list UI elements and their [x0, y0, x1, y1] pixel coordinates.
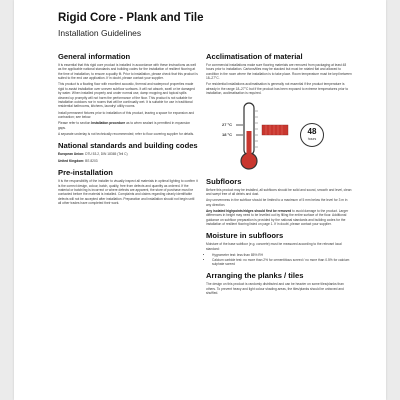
standard-uk-label: United Kingdom: — [58, 158, 85, 163]
subfloors-paragraph-2: Any unevenness in the subfloor should be limited to a maximum of 5 mm below the level for 3 m in any direction. — [206, 198, 348, 207]
right-column — [206, 52, 352, 297]
list-item: • Calcium carbide test: no more than 2% for cementitious screed / no more than 0.5% for calcium sulphate screed — [212, 258, 352, 267]
pre-installation-paragraph: It is the responsibility of the installer to visually inspect all materials in optimal lighting to confirm it is the correct design, colour, batch, quality, free from defects and quantity as ordered. If the material or batch/ing is incorrect or where defects are apparent, the store of purchase must be contacted before the material is installed. Complaints and claims regarding clearly identifiable defects will not be accepted after installation. Preparation and installation should not begin until all other trades have completed their work. — [58, 179, 198, 205]
standard-eu-label: European Union: — [58, 152, 85, 157]
pre-installation-heading: Pre-installation — [58, 168, 113, 178]
installation-procedure-ref: Installation procedure — [91, 121, 126, 126]
general-paragraph-4-pre: Please refer to section — [58, 121, 92, 126]
hours-unit: hours — [307, 136, 317, 141]
general-paragraph-3: Install permanent fixtures prior to installation of this product, leaving a space for expansion and contraction; see below. — [58, 110, 195, 119]
hours-value: 48 — [307, 126, 317, 136]
clock-icon — [300, 123, 324, 147]
standard-eu — [58, 152, 198, 156]
arranging-paragraph: The design on this product is randomly distributed and can be heavier on some tiles/planks than others. To prevent heavy and light colour shading areas, the tiles/planks should be unboxed and shuffled. — [206, 282, 344, 295]
general-paragraph-4 — [58, 121, 198, 130]
temperature-low-label: 18 °C — [222, 131, 233, 137]
document-subtitle: Installation Guidelines — [58, 28, 142, 38]
left-column — [58, 52, 198, 207]
moisture-list — [206, 253, 352, 266]
arranging-heading: Arranging the planks / tiles — [206, 271, 304, 281]
general-heading: General information — [58, 52, 131, 61]
moisture-heading: Moisture in subfloors — [206, 231, 284, 241]
moisture-paragraph: Moisture of the base subfloor (e.g. concrete) must be measured according to the relevant local standard: — [206, 242, 342, 251]
general-paragraph-4-post: as to when sealant is permitted in expansion gaps. — [58, 121, 191, 130]
subfloors-paragraph-1: Before this product may be installed, all subfloors should be solid and sound, smooth and level, clean and swept free of all debris and dust. — [206, 187, 352, 196]
temperature-high-label: 27 °C — [222, 121, 233, 127]
subfloors-paragraph-3 — [206, 209, 352, 226]
standard-eu-value: DTU 53.2, DIN 18365 (Teil C) — [84, 152, 128, 157]
standard-uk-value: BS 8203 — [84, 158, 98, 163]
highpoints-warning: Any isolated highpoints/ridges should first be removed — [206, 209, 292, 213]
acclimatisation-figure — [206, 99, 352, 173]
list-item: • Hygrometer test: less than 85% RH — [212, 253, 352, 257]
standard-uk — [58, 159, 198, 163]
general-paragraph-1: It is essential that this rigid core product is installed in accordance with these instructions as well as the applicable national standards and building codes for the installation of resilient flooring at the time of installation, to ensure a quality fit. Prior to installation, please check that this product is suited to the end use application. If in doubt, please contact your supplier. — [58, 63, 198, 81]
standards-heading: National standards and building codes — [58, 141, 198, 151]
acclimatisation-paragraph-2: For residential installations acclimatisation is generally not essential if the product temperature is already in the range 18–27°C but if the product has been exposed to extreme temperatures prior to installation, acclimatisation is required. — [206, 82, 349, 96]
general-paragraph-2: This product is a floating floor with excellent acoustic, thermal and waterproof properties made rigid to assist installation over uneven subfloor surfaces. It will not absorb, swell or be damaged by water. When installed properly and under normal use, damp mopping and topical spills cleaned up promptly will not harm the performance of the floor. This product is not suitable for installation outdoors nor in rooms that will be continually wet. It is suitable for use in traditional residential bathrooms, kitchens, laundry/ utility rooms. — [58, 82, 195, 109]
general-paragraph-5: A separate underlay is not technically recommended; refer to floor covering supplier for details. — [58, 131, 195, 136]
subfloors-heading: Subfloors — [206, 176, 242, 186]
subfloors-paragraph-3-rest: to avoid damage to the product. Larger differences in height may need to be levelled out by filling the entire surface of the floor. Additional guidance on subfloor preparation is provided by the national standards and building codes for the installation of resilient flooring listed on page 1. If in doubt, please contact your supplier. — [206, 209, 349, 227]
document-title: Rigid Core - Plank and Tile — [58, 12, 204, 24]
document-page — [14, 0, 386, 400]
acclimatisation-paragraph-1: For commercial installations make sure flooring materials are removed from packaging at least 48 hours prior to installation. Cartons/tiles may be stacked but must be rotated flat and allowed to condition in the room where the installation is to take place. Room temperature must be kept between 18–27°C. — [206, 63, 352, 81]
acclimatisation-heading: Acclimatisation of material — [206, 52, 303, 61]
